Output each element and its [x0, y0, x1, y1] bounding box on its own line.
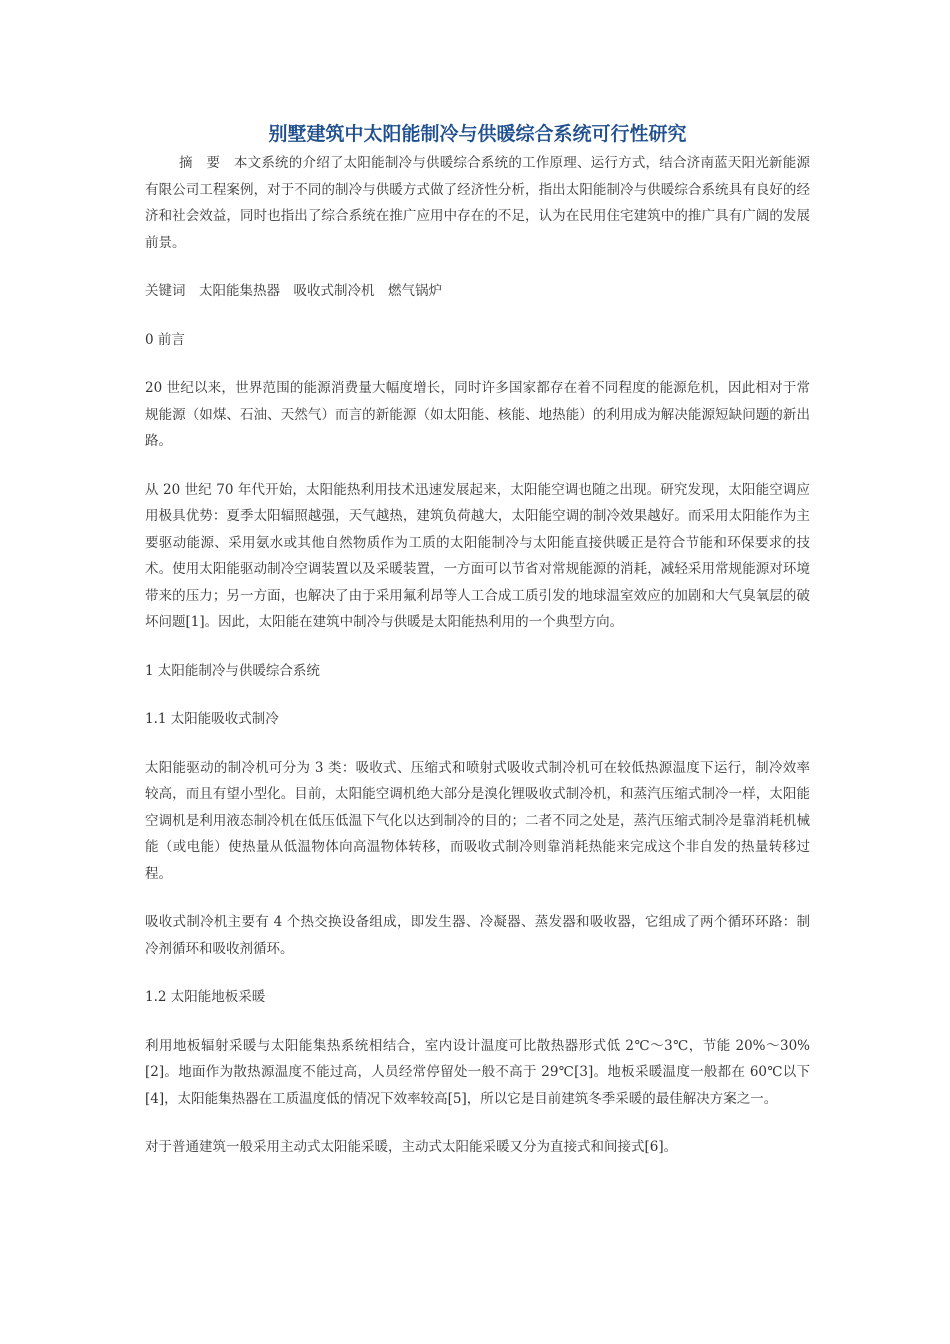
intro-paragraph-1: 20 世纪以来，世界范围的能源消费量大幅度增长，同时许多国家都存在着不同程度的能源危机，因此相对于常规能源（如煤、石油、天然气）而言的新能源（如太阳能、核能、地热能）的利用成为解决能源短缺问题的新出路。: [145, 380, 810, 449]
section-1-2-paragraph-1: 利用地板辐射采暖与太阳能集热系统相结合，室内设计温度可比散热器形式低 2℃～3℃，节能 20%～30%[2]。地面作为散热源温度不能过高，人员经常停留处一般不高于 29℃[3]。地板采暖温度一般都在 60℃以下[4]，太阳能集热器在工质温度低的情况下效率较高[5]，所以它是目前建筑冬季采暖的最佳解决方案之一。: [145, 1037, 810, 1107]
document-title: 别墅建筑中太阳能制冷与供暖综合系统可行性研究: [268, 123, 687, 145]
document-page: [145, 120, 810, 1183]
section-heading-0: 0 前言: [145, 331, 185, 348]
section-1-1-paragraph-1: 太阳能驱动的制冷机可分为 3 类：吸收式、压缩式和喷射式吸收式制冷机可在较低热源温度下运行，制冷效率较高，而且有望小型化。目前，太阳能空调机绝大部分是溴化锂吸收式制冷机，和蒸汽压缩式制冷一样，太阳能空调机是利用液态制冷机在低压低温下气化以达到制冷的目的；二者不同之处是，蒸汽压缩式制冷是靠消耗机械能（或电能）使热量从低温物体向高温物体转移，而吸收式制冷则靠消耗热能来完成这个非自发的热量转移过程。: [145, 759, 810, 882]
section-heading-1-1: 1.1 太阳能吸收式制冷: [145, 711, 279, 727]
intro-paragraph-2: 从 20 世纪 70 年代开始，太阳能热利用技术迅速发展起来，太阳能空调也随之出现。研究发现，太阳能空调应用极具优势：夏季太阳辐照越强，天气越热，建筑负荷越大，太阳能空调的制冷效果越好。而采用太阳能作为主要驱动能源、采用氨水或其他自然物质作为工质的太阳能制冷与太阳能直接供暖正是符合节能和环保要求的技术。使用太阳能驱动制冷空调装置以及采暖装置，一方面可以节省对常规能源的消耗，减轻采用常规能源对环境带来的压力；另一方面，也解决了由于采用氟利昂等人工合成工质引发的地球温室效应的加剧和大气臭氧层的破坏问题[1]。因此，太阳能在建筑中制冷与供暖是太阳能热利用的一个典型方向。: [145, 481, 810, 630]
section-1-2-paragraph-2: 对于普通建筑一般采用主动式太阳能采暖，主动式太阳能采暖又分为直接式和间接式[6]。: [145, 1139, 678, 1155]
section-1-1-paragraph-2: 吸收式制冷机主要有 4 个热交换设备组成，即发生器、冷凝器、蒸发器和吸收器，它组成了两个循环环路：制冷剂循环和吸收剂循环。: [145, 914, 810, 957]
abstract-paragraph: 摘 要 本文系统的介绍了太阳能制冷与供暖综合系统的工作原理、运行方式，结合济南蓝天阳光新能源有限公司工程案例，对于不同的制冷与供暖方式做了经济性分析，指出太阳能制冷与供暖综合系统具有良好的经济和社会效益，同时也指出了综合系统在推广应用中存在的不足，认为在民用住宅建筑中的推广具有广阔的发展前景。: [145, 155, 810, 251]
keywords-line: 关键词 太阳能集热器 吸收式制冷机 燃气锅炉: [145, 283, 442, 299]
section-heading-1-2: 1.2 太阳能地板采暖: [145, 989, 266, 1005]
section-heading-1: 1 太阳能制冷与供暖综合系统: [145, 662, 320, 679]
